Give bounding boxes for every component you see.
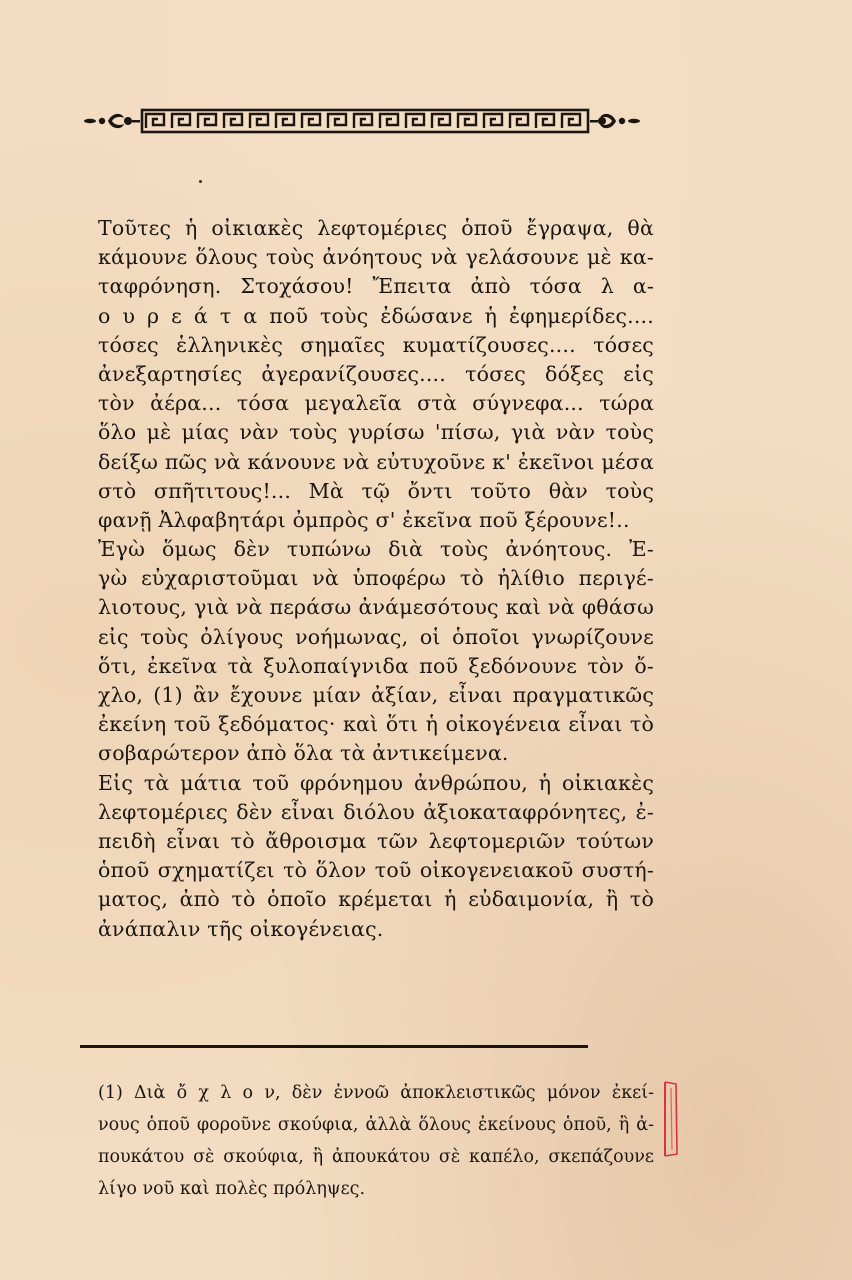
- text-line: γὼ εὐχαριστοῦμαι νὰ ὑποφέρω τὸ ἠλίθιο περιγέ-: [98, 566, 654, 591]
- main-text: [98, 214, 654, 944]
- text-line: φανῇ Ἀλφαβητάρι ὀμπρὸς σ' ἐκεῖνα ποῦ ξέρουνε!..: [98, 507, 630, 532]
- footnote-divider: [80, 1045, 588, 1048]
- text-line: ἀνεξαρτησίες ἀγερανίζουσες.... τόσες δόξες εἰς: [98, 361, 654, 386]
- text-line: λιοτους, γιὰ νὰ περάσω ἀνάμεσότους καὶ νὰ φθάσω: [98, 595, 654, 620]
- footnote-line: πουκάτου σὲ σκούφια, ἢ ἀπουκάτου σὲ καπέλο, σκεπάζουνε: [98, 1147, 654, 1167]
- text-line: ἐκείνη τοῦ ξεδόματος· καὶ ὅτι ἡ οἰκογένεια εἶναι τὸ: [98, 712, 654, 737]
- header-ornament: [82, 104, 642, 138]
- text-line: ματος, ἀπὸ τὸ ὁποῖο κρέμεται ἡ εὐδαιμονία, ἢ τὸ: [98, 887, 654, 912]
- text-line: πειδὴ εἶναι τὸ ἄθροισμα τῶν λεφτομεριῶν τούτων: [98, 828, 654, 853]
- text-line: ἀνάπαλιν τῆς οἰκογένειας.: [98, 916, 384, 941]
- text-line: ὁποῦ σχηματίζει τὸ ὅλον τοῦ οἰκογενειακοῦ συστή-: [98, 858, 654, 883]
- text-line: Ἐγὼ ὅμως δὲν τυπώνω διὰ τοὺς ἀνόητους. Ἐ-: [98, 537, 654, 562]
- text-line: ὅλο μὲ μίας νὰν τοὺς γυρίσω 'πίσω, γιὰ νὰν τοὺς: [98, 420, 654, 445]
- text-line: εἰς τοὺς ὀλίγους νοήμωνας, οἱ ὁποῖοι γνωρίζουνε: [98, 624, 654, 649]
- text-line: τὸν ἀέρα... τόσα μεγαλεῖα στὰ σύγνεφα... τώρα: [98, 391, 654, 416]
- footnote-line: νους ὁποῦ φοροῦνε σκούφια, ἀλλὰ ὅλους ἐκείνους ὁποῦ, ἢ ἀ-: [98, 1115, 654, 1135]
- text-line: χλο, (1) ἂν ἔχουνε μίαν ἀξίαν, εἶναι πραγματικῶς: [98, 683, 654, 707]
- footnote-line: λίγο νοῦ καὶ πολὲς πρόληψες.: [98, 1179, 366, 1199]
- text-line: Τοῦτες ἡ οἰκιακὲς λεφτομέριες ὁποῦ ἔγραψα, θὰ: [98, 216, 654, 240]
- text-line: δείξω πῶς νὰ κάνουνε νὰ εὐτυχοῦνε κ' ἐκεῖνοι μέσα: [98, 449, 654, 474]
- text-line: σοβαρώτερον ἀπὸ ὅλα τὰ ἀντικείμενα.: [98, 741, 509, 766]
- text-line: τόσες ἑλληνικὲς σημαῖες κυματίζουσες.... τόσες: [98, 332, 654, 357]
- footnote: [98, 1077, 654, 1205]
- text-line: ὅτι, ἐκεῖνα τὰ ξυλοπαίγνιδα ποῦ ξεδόνουνε τὸν ὄ-: [98, 653, 654, 678]
- red-ink-mark: [662, 1080, 682, 1160]
- text-line: λεφτομέριες δὲν εἶναι διόλου ἀξιοκαταφρόνητες, ἐ-: [98, 799, 654, 824]
- text-line: ταφρόνηση. Στοχάσου! Ἔπειτα ἀπὸ τόσα λ α-: [98, 274, 654, 299]
- text-line: στὸ σπῆτιτους!... Μὰ τῷ ὄντι τοῦτο θὰν τοὺς: [98, 478, 654, 503]
- text-line: ο υ ρ ε ά τ α ποῦ τοὺς ἐδώσανε ἡ ἐφημερίδες....: [98, 303, 654, 328]
- text-line: κάμουνε ὅλους τοὺς ἀνόητους νὰ γελάσουνε μὲ κα-: [98, 245, 654, 270]
- footnote-line: (1) Διὰ ὄ χ λ ο ν, δὲν ἐννοῶ ἀποκλειστικῶς μόνον ἐκεί-: [98, 1083, 654, 1103]
- ink-speck: [199, 180, 202, 183]
- text-line: Εἰς τὰ μάτια τοῦ φρόνημου ἀνθρώπου, ἡ οἰκιακὲς: [98, 770, 654, 795]
